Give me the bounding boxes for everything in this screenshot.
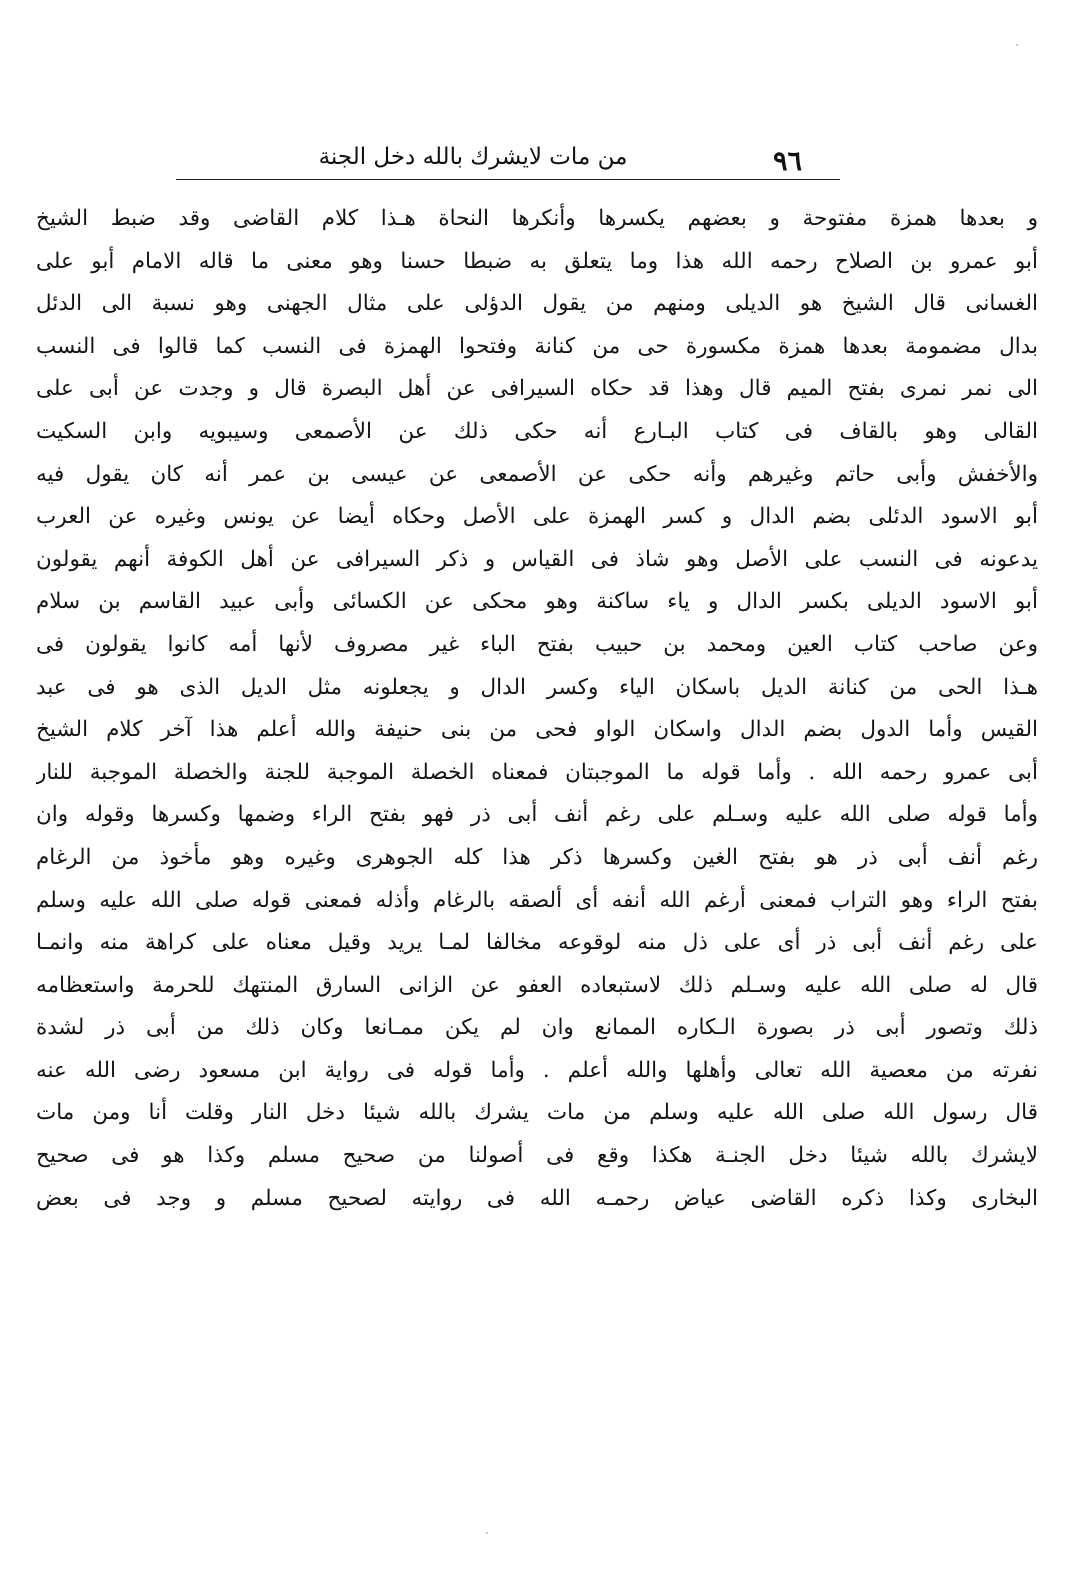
text-line: بفتح الراء وهو التراب فمعنى أرغم الله أنفه أى ألصقه بالرغام وأذله فمعنى قوله صلى الله عليه وسلم — [36, 887, 1038, 913]
text-line: البخارى وكذا ذكره القاضى عياض رحمـه الله فى روايته لصحيح مسلم و وجد فى بعض — [36, 1185, 1038, 1211]
text-line: الغسانى قال الشيخ هو الديلى ومنهم من يقول الدؤلى على مثال الجهنى وهو نسبة الى الدئل — [36, 291, 1038, 317]
text-line: و بعدها همزة مفتوحة و بعضهم يكسرها وأنكرها النحاة هـذا كلام القاضى وقد ضبط الشيخ — [36, 206, 1038, 231]
text-line: أبو عمرو بن الصلاح رحمه الله هذا وما يتعلق به ضبطا حسنا وهو معنى ما قاله الامام أبو على — [36, 248, 1038, 274]
paper-speck — [1016, 44, 1018, 46]
text-line: الى نمر نمرى بفتح الميم قال وهذا قد حكاه السيرافى عن أهل البصرة قال و وجدت عن أبى على — [36, 376, 1038, 402]
text-line: هـذا الحى من كنانة الديل باسكان الياء وكسر الدال و يجعلونه مثل الديل الذى هو فى عبد — [36, 674, 1038, 700]
text-line: قال رسول الله صلى الله عليه وسلم من مات يشرك بالله شيئا دخل النار وقلت أنا ومن مات — [36, 1100, 1038, 1126]
text-line: يدعونه فى النسب على الأصل وهو شاذ فى القياس و ذكر السيرافى عن أهل الكوفة أنهم يقولون — [36, 546, 1038, 572]
page-header — [176, 132, 840, 180]
text-line: ذلك وتصور أبى ذر بصورة الـكاره الممانع وان لم يكن ممـانعا وكان ذلك من أبى ذر لشدة — [36, 1015, 1038, 1041]
body-text — [36, 198, 1038, 1220]
page-number: ٩٦ — [772, 146, 802, 177]
text-line: لايشرك بالله شيئا دخل الجنـة هكذا وقع فى أصولنا من صحيح مسلم وكذا هو فى صحيح — [36, 1143, 1038, 1169]
text-line: بدال مضمومة بعدها همزة مكسورة حى من كنانة وفتحوا الهمزة فى النسب كما قالوا فى النسب — [36, 333, 1038, 359]
text-line: القالى وهو بالقاف فى كتاب البـارع أنه حكى ذلك عن الأصمعى وسيبويه وابن السكيت — [36, 418, 1038, 444]
running-title: من مات لايشرك بالله دخل الجنة — [318, 144, 628, 170]
text-line: والأخفش وأبى حاتم وغيرهم وأنه حكى عن الأصمعى عن عيسى بن عمر أنه كان يقول فيه — [36, 461, 1038, 487]
text-line: أبى عمرو رحمه الله . وأما قوله ما الموجبتان فمعناه الخصلة الموجبة للجنة والخصلة الموجبة للنار — [36, 759, 1038, 785]
paper-speck — [486, 1532, 488, 1534]
text-line: نفرته من معصية الله تعالى وأهلها والله أعلم . وأما قوله فى رواية ابن مسعود رضى الله عنه — [36, 1057, 1038, 1083]
text-line: رغم أنف أبى ذر هو بفتح الغين وكسرها ذكر هذا كله الجوهرى وغيره وهو مأخوذ من الرغام — [36, 844, 1038, 870]
text-line: قال له صلى الله عليه وسـلم ذلك لاستبعاده العفو عن الزانى السارق المنتهك للحرمة واستعظامه — [36, 972, 1038, 998]
text-line: أبو الاسود الدئلى بضم الدال و كسر الهمزة على الأصل وحكاه أيضا عن يونس وغيره عن العرب — [36, 504, 1038, 530]
text-line: أبو الاسود الديلى بكسر الدال و ياء ساكنة وهو محكى عن الكسائى وأبى عبيد القاسم بن سلام — [36, 589, 1038, 615]
header-rule — [176, 179, 840, 180]
text-line: وأما قوله صلى الله عليه وسـلم على رغم أنف أبى ذر فهو بفتح الراء وضمها وكسرها وقوله وان — [36, 802, 1038, 828]
text-line: القيس وأما الدول بضم الدال واسكان الواو فحى من بنى حنيفة والله أعلم هذا آخر كلام الشيخ — [36, 717, 1038, 743]
text-line: وعن صاحب كتاب العين ومحمد بن حبيب بفتح الباء غير مصروف لأنها أمه كانوا يقولون فى — [36, 631, 1038, 657]
text-line: على رغم أنف أبى ذر أى على ذل منه لوقوعه مخالفا لمـا يريد وقيل معناه على كراهة منه وانمـا — [36, 930, 1038, 956]
